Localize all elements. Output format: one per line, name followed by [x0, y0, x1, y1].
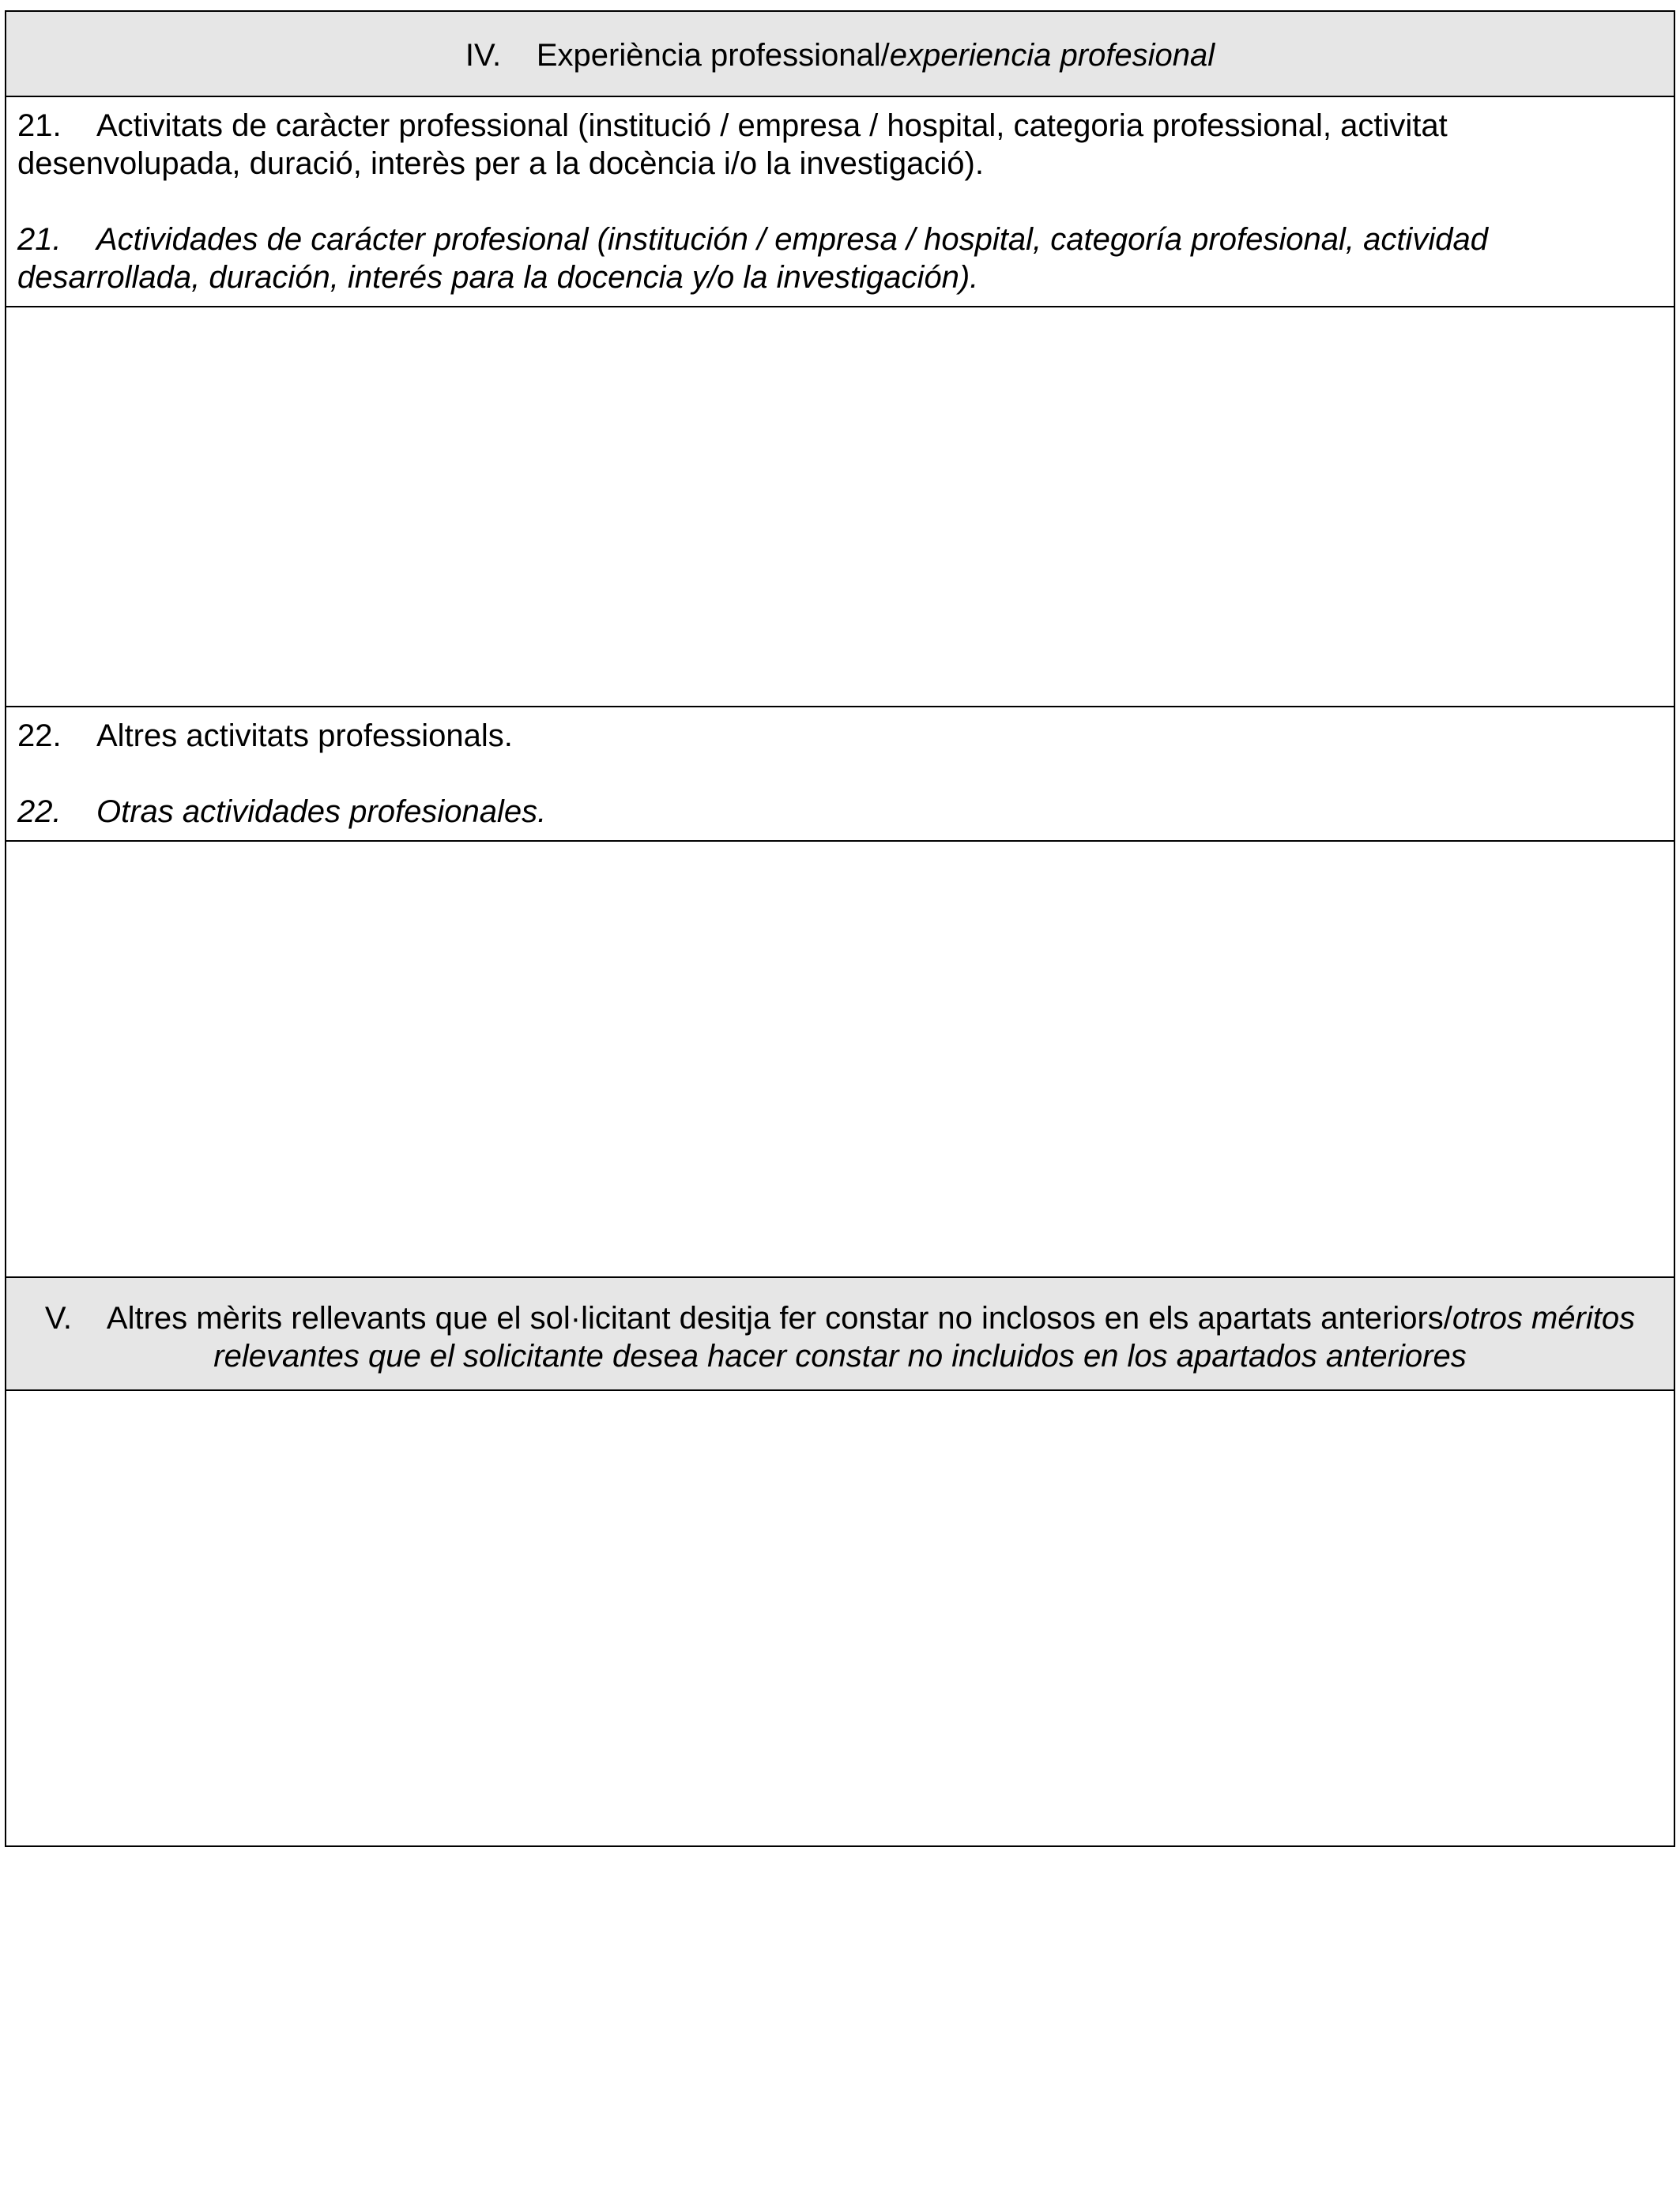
cv-form-table — [5, 10, 1675, 1847]
section-v-number: V. — [44, 1301, 73, 1336]
section-iv-title-es: experiencia profesional — [889, 38, 1215, 73]
item-22-text-ca — [17, 717, 1664, 755]
section-v-header — [6, 1276, 1674, 1389]
item-21-number-ca: 21. — [17, 108, 62, 143]
item-22-label — [6, 706, 1674, 840]
item-21-description-es: Actividades de carácter profesional (institución / empresa / hospital, categoría profesional, actividad desarrollada, duración, interés para la docencia y/o la investigación). — [17, 222, 1488, 295]
section-v-title-ca: Altres mèrits rellevants que el sol·licitant desitja fer constar no inclosos en els apartats anteriors/ — [106, 1301, 1452, 1336]
item-22-number-es: 22. — [17, 794, 62, 829]
item-22-description-es: Otras actividades profesionales. — [96, 794, 547, 829]
item-21-answer-field[interactable] — [6, 306, 1674, 706]
item-21-text-es — [17, 221, 1664, 296]
item-21-description-ca: Activitats de caràcter professional (institució / empresa / hospital, categoria professional, activitat desenvolupada, duració, interès per a la docència i/o la investigació). — [17, 108, 1448, 181]
section-v-title-es: otros méritos relevantes que el solicitante desea hacer constar no incluidos en los apartados anteriores — [213, 1301, 1636, 1374]
item-22-description-ca: Altres activitats professionals. — [96, 718, 513, 753]
item-21-label — [6, 96, 1674, 306]
item-21-text-ca — [17, 107, 1664, 183]
item-22-answer-field[interactable] — [6, 840, 1674, 1276]
item-22-text-es — [17, 793, 1664, 831]
section-iv-header — [6, 12, 1674, 96]
item-21-number-es: 21. — [17, 222, 62, 257]
section-iv-number: IV. — [465, 38, 502, 73]
section-iv-title-ca: Experiència professional/ — [536, 38, 890, 73]
section-v-answer-field[interactable] — [6, 1389, 1674, 1845]
item-22-number-ca: 22. — [17, 718, 62, 753]
